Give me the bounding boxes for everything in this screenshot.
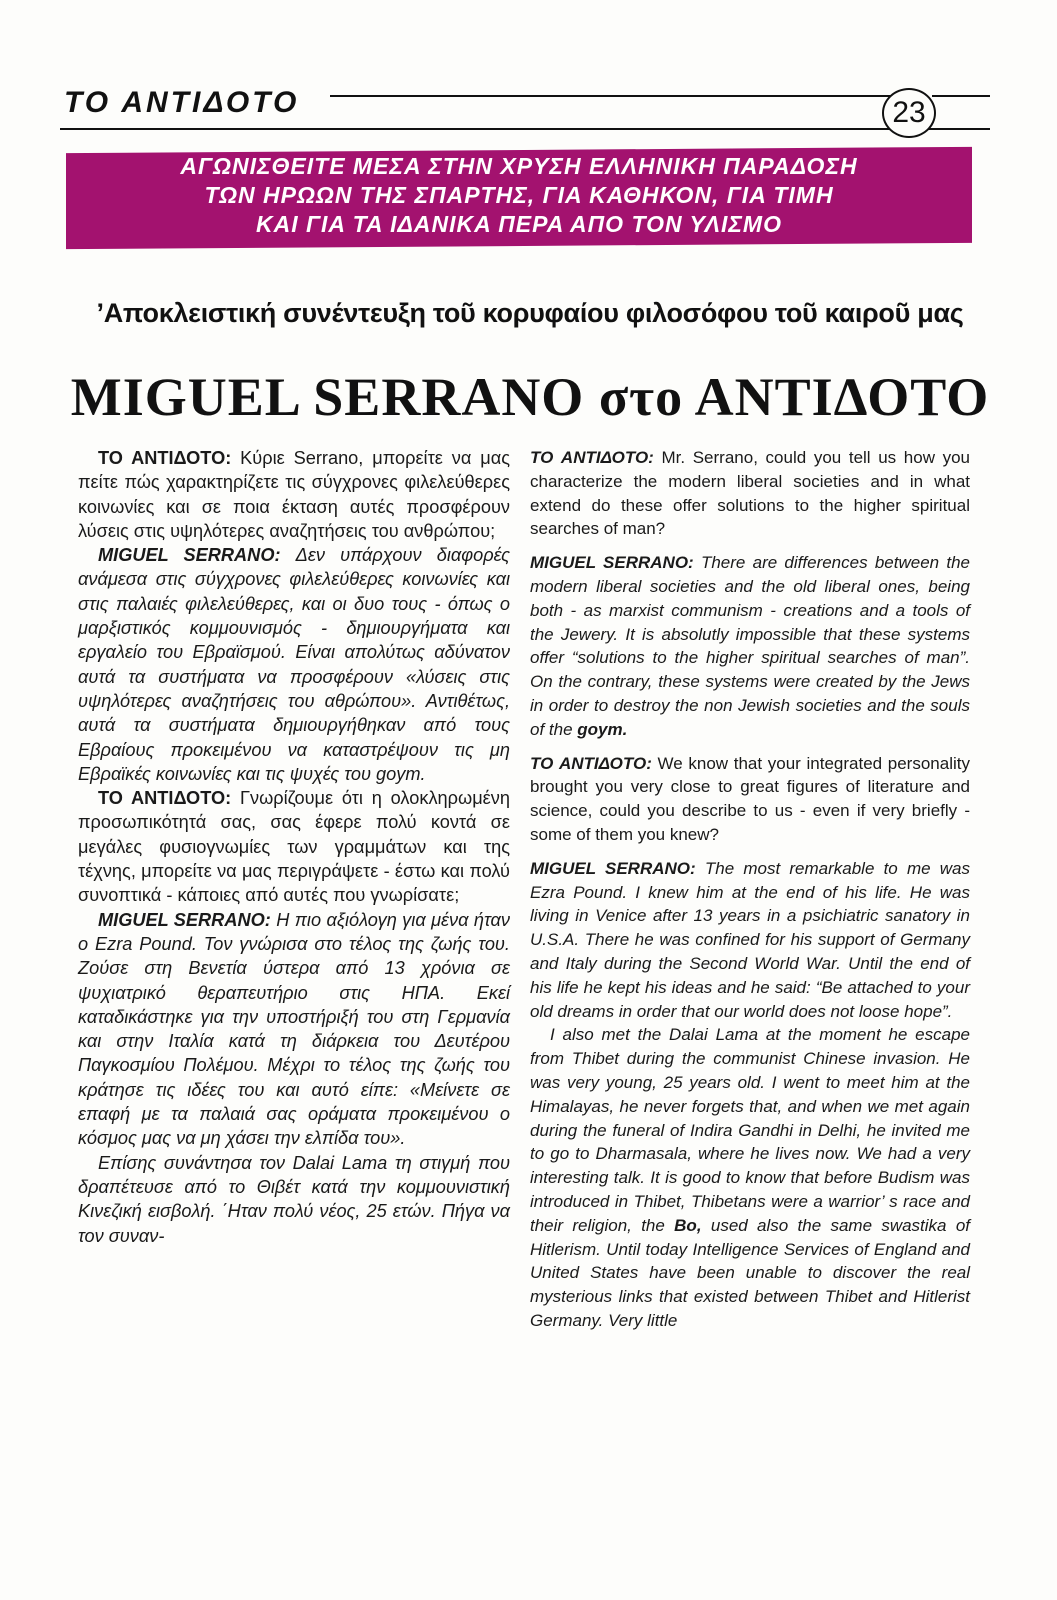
greek-answer-3: Επίσης συνάντησα τον Dalai Lama τη στιγμή που δραπέτευσε από το Θιβέτ κατά την κομμουνιστική Κινεζική εισβολή. ΄Ηταν πολύ νέος, 25 ετών. Πήγα να τον συναν- [78, 1152, 510, 1246]
header-rule-right [932, 95, 990, 97]
question-text: Γνωρίζουμε ότι η ολοκληρωμένη προσωπικότητά σας, σας έφερε πολύ κοντά σε μεγάλες φυσιογνωμίες των γραμμάτων και της τέχνης, μπορείτε να μας περιγράψετε - έστω και πολύ συνοπτικά - κάποιες από αυτές που γνωρίσατε; [78, 788, 510, 906]
speaker-label: MIGUEL SERRANO: [530, 858, 696, 878]
speaker-label: ΤΟ ΑΝΤΙΔΟΤΟ: [98, 448, 232, 468]
banner-line-3: ΚΑΙ ΓΙΑ ΤΑ ΙΔΑΝΙΚΑ ΠΕΡΑ ΑΠΟ ΤΟΝ ΥΛΙΣΜΟ [256, 211, 782, 237]
answer-text: Η πιο αξιόλογη για μένα ήταν ο Ezra Pound. Τον γνώρισα στο τέλος της ζωής του. Ζούσε στη Βενετία ύστερα από 13 χρόνια σε ψυχιατρικό θεραπευτήριο στις ΗΠΑ. Εκεί καταδικάστηκε για την υποστήριξή του στη Γερμανία και στην Ιταλία κατά τη διάρκεια του Δευτέρου Παγκοσμίου Πολέμου. Μέχρι το τέλος της ζωής του κράτησε τις ιδέες του και αυτό είπε: «Μείνετε σε επαφή με τα παλαιά σας οράματα προκειμένου ο κόσμος μας να μη χάσει την ελπίδα του». [78, 909, 511, 1149]
english-answer-2 [530, 857, 970, 1024]
answer-text: The most remarkable to me was Ezra Pound. I knew him at the end of his life. He was living in Venice after 13 years in a psichiatric sanatory in U.S.A. There he was confined for his support of Germany and Italy during the Second World War. Until the end of his life he kept his ideas and he said: “Be attached to your old dreams in order that our world does not loose hope”. [530, 858, 970, 1021]
greek-answer-1 [78, 543, 510, 786]
answer-text: Δεν υπάρχουν διαφορές ανάμεσα στις σύγχρονες φιλελεύθερες κοινωνίες και στις παλαιές φιλελεύθερες, και οι δυο τους - όπως ο μαρξιστικός κομμουνισμός - δημιουργήματα και εργαλείο του Εβραϊσμού. Είναι απολύτως αδύνατον αυτά τα συστήματα να προσφέρουν «λύσεις στις υψηλότερες αναζητήσεις του αθρώπου». Αντιθέτως, αυτά τα συστήματα δημιουργήθηκαν από τους Εβραίους προκειμένου να καταστρέψουν τις μη Εβραϊκές κοινωνίες και τις ψυχές του goym. [78, 545, 510, 784]
question-text: Mr. Serrano, could you tell us how you characterize the modern liberal societies and in what extend do these offer solutions to the higher spiritual searches of man? [530, 448, 971, 539]
speaker-label: MIGUEL SERRANO: [530, 553, 694, 573]
masthead-logo: ΤΟ ΑΝΤΙΔΟΤΟ [64, 86, 300, 119]
banner-line-2: ΤΩΝ ΗΡΩΩΝ ΤΗΣ ΣΠΑΡΤΗΣ, ΓΙΑ ΚΑΘΗΚΟΝ, ΓΙΑ ΤΙΜΗ [204, 182, 834, 208]
greek-answer-2 [78, 908, 510, 1151]
speaker-label: ΤΟ ΑΝΤΙΔΟΤΟ: [98, 788, 232, 809]
question-text: We know that your integrated personality brought you very close to great figures of literature and science, could you describe to us - even if very briefly - some of them you knew? [530, 753, 970, 844]
greek-column [78, 446, 510, 1248]
greek-question-1 [78, 446, 510, 543]
english-question-1 [530, 446, 970, 541]
speaker-label: TO ΑΝΤΙΔΟΤΟ: [530, 448, 654, 467]
answer-text-continued: used also the same swastika of Hitlerism. Until today Intelligence Services of England and United States have been unable to discover the real mysterious links that existed between Thibet and Hitlerist Germany. Very little [530, 1215, 970, 1330]
english-question-2 [530, 752, 970, 847]
greek-question-2 [78, 786, 510, 907]
answer-bold-word: goym. [577, 719, 628, 739]
speaker-label: MIGUEL SERRANO: [98, 909, 271, 930]
speaker-label: TO ΑΝΤΙΔΟΤΟ: [530, 753, 652, 773]
article-title: MIGUEL SERRANO στο ΑΝΤΙΔΟΤΟ [70, 367, 990, 427]
answer-bold-word: Bo, [674, 1215, 702, 1235]
english-answer-3 [530, 1023, 970, 1332]
question-text: Κύριε Serrano, μπορείτε να μας πείτε πώς χαρακτηρίζετε τις σύγχρονες φιλελεύθερες κοινωνίες και σε ποια έκταση αυτές προσφέρουν λύσεις στις υψηλότερες αναζητήσεις του ανθρώπου; [78, 448, 510, 541]
english-column [530, 446, 970, 1343]
answer-text: There are differences between the modern liberal societies and the old liberal ones, being both - as marxist communism - creations and a tools of the Jewery. It is absolutly impossible that these systems offer “solutions to the higher spiritual searches of man”. On the contrary, these systems were created by the Jews in order to destroy the non Jewish societies and the souls of the [530, 553, 970, 739]
banner-line-1: ΑΓΩΝΙΣΘΕΙΤΕ ΜΕΣΑ ΣΤΗΝ ΧΡΥΣΗ ΕΛΛΗΝΙΚΗ ΠΑΡΑΔΟΣΗ [180, 153, 858, 179]
english-answer-1 [530, 551, 970, 741]
speaker-label: MIGUEL SERRANO: [98, 545, 281, 566]
header-rule-bottom [60, 128, 990, 130]
article-subtitle: ’Αποκλειστική συνέντευξη τοῦ κορυφαίου φιλοσόφου τοῦ καιροῦ μας [96, 298, 964, 328]
banner-slogan [66, 152, 972, 239]
page-header [60, 60, 990, 130]
page-number: 23 [882, 88, 936, 138]
answer-text: I also met the Dalai Lama at the moment he escape from Thibet during the communist Chinese invasion. He was very young, 25 years old. I went to meet him at the Himalayas, he never forgets that, and when we met again during the funeral of Indira Gandhi in Delhi, he invited me to go to Dharmasala, where he lives now. We had a very interesting talk. It is good to know that before Budism was introduced in Thibet, Thibetans were a warrior’ s race and their religion, the [530, 1025, 970, 1235]
header-rule-top [330, 95, 900, 97]
